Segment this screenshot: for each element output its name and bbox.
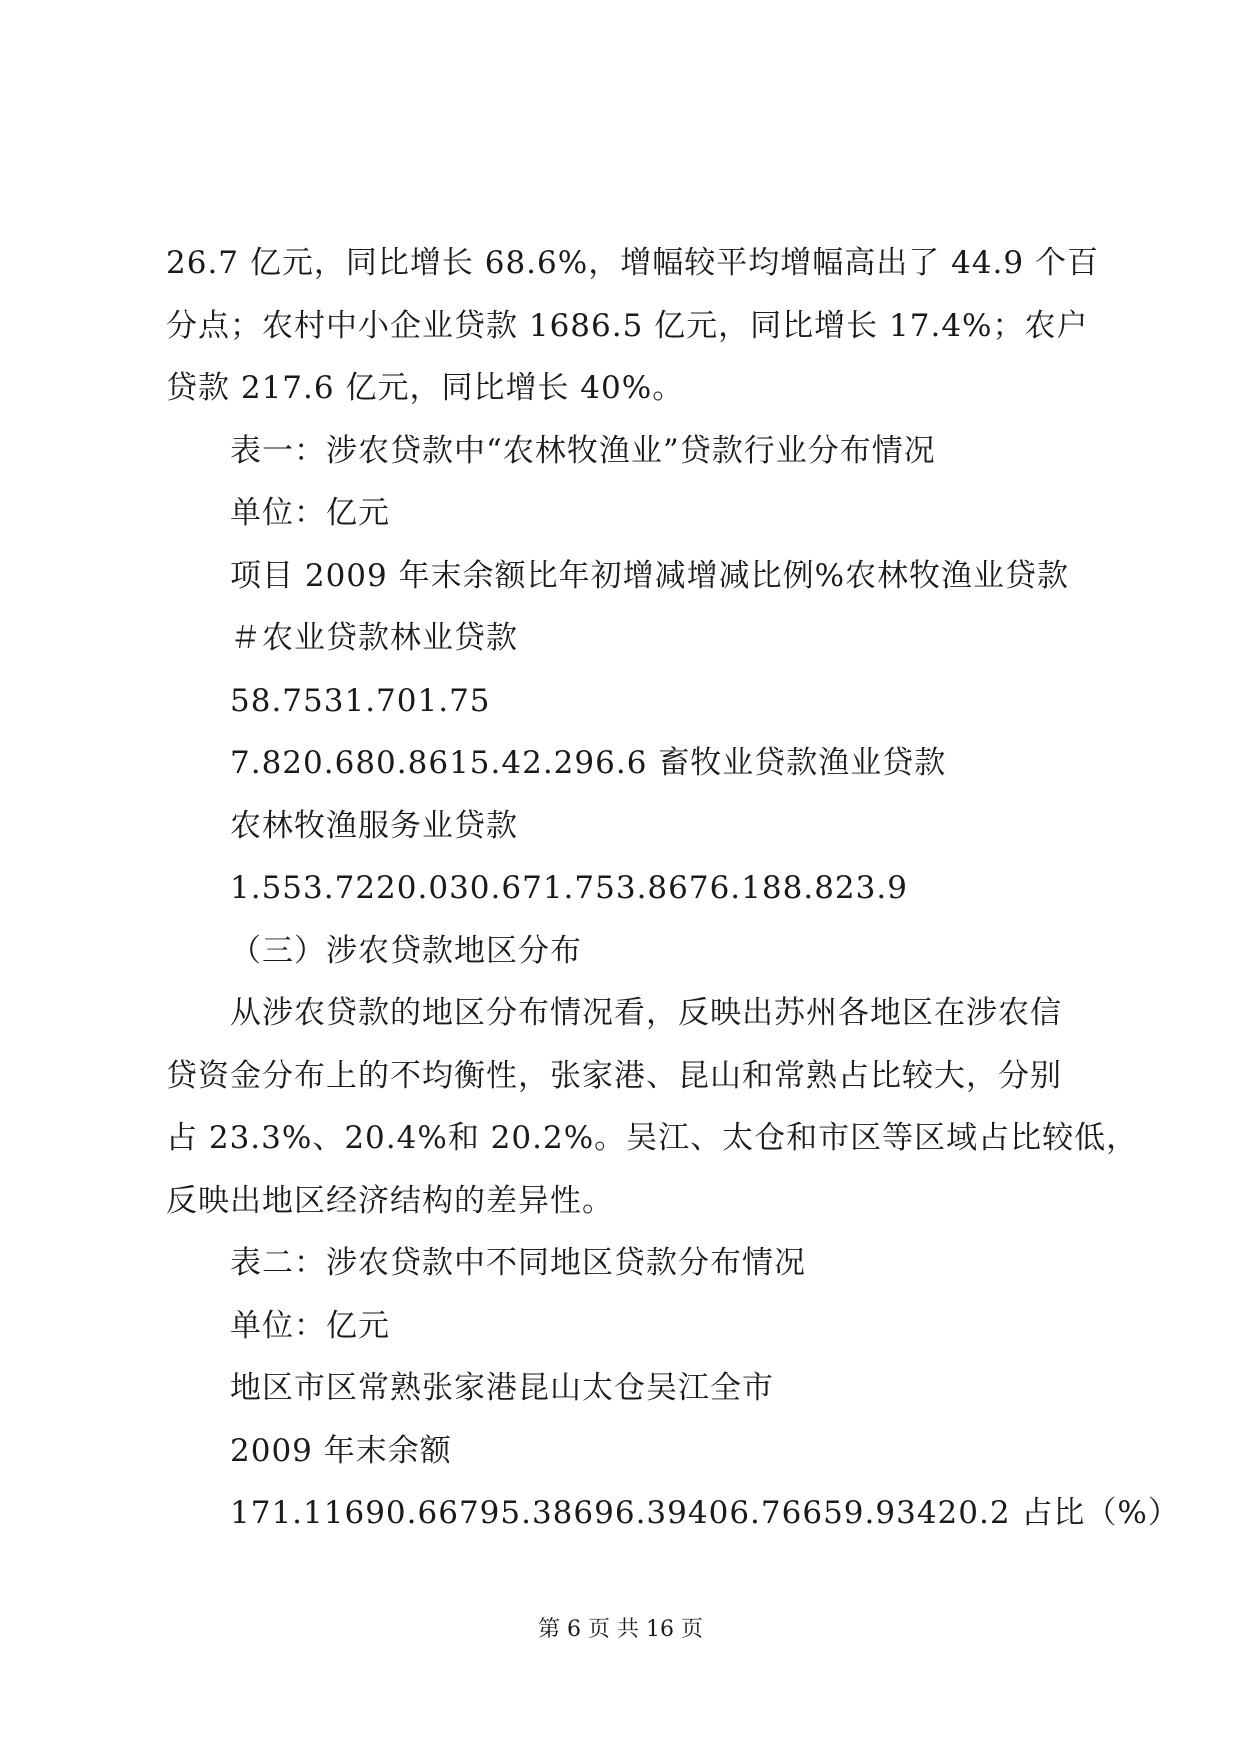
page-footer: 第 6 页 共 16 页	[538, 1617, 703, 1642]
table-two-unit: 单位：亿元	[230, 1307, 390, 1344]
table-two-title: 表二：涉农贷款中不同地区贷款分布情况	[230, 1245, 806, 1281]
text-line: 项目 2009 年末余额比年初增减增减比例%农林牧渔业贷款	[230, 557, 1070, 594]
text-line: 2009 年末余额	[230, 1432, 452, 1469]
text-line: 7.820.680.8615.42.296.6 畜牧业贷款渔业贷款	[230, 745, 947, 781]
text-line: 地区市区常熟张家港昆山太仓吴江全市	[230, 1370, 774, 1406]
section-heading: （三）涉农贷款地区分布	[230, 932, 582, 969]
text-line: 反映出地区经济结构的差异性。	[166, 1182, 614, 1219]
text-line: 贷资金分布上的不均衡性，张家港、昆山和常熟占比较大，分别	[166, 1057, 1062, 1094]
text-line: 农林牧渔服务业贷款	[230, 807, 518, 844]
text-line: ＃农业贷款林业贷款	[230, 620, 518, 656]
text-line: 171.11690.66795.38696.39406.76659.93420.2 占比（%）	[230, 1495, 1180, 1531]
text-line: 分点；农村中小企业贷款 1686.5 亿元，同比增长 17.4%；农户	[166, 307, 1089, 344]
text-line: 占 23.3%、20.4%和 20.2%。吴江、太仓和市区等区域占比较低，	[166, 1120, 1139, 1156]
text-line: 贷款 217.6 亿元，同比增长 40%。	[166, 370, 685, 406]
document-body	[166, 232, 1180, 1545]
table-one-title: 表一：涉农贷款中“农林牧渔业”贷款行业分布情况	[230, 432, 936, 469]
table-one-unit: 单位：亿元	[230, 495, 390, 531]
text-line: 1.553.7220.030.671.753.8676.188.823.9	[230, 870, 908, 906]
text-line: 58.7531.701.75	[230, 682, 491, 719]
text-line: 从涉农贷款的地区分布情况看，反映出苏州各地区在涉农信	[230, 995, 1062, 1031]
text-line: 26.7 亿元，同比增长 68.6%，增幅较平均增幅高出了 44.9 个百	[166, 245, 1099, 281]
